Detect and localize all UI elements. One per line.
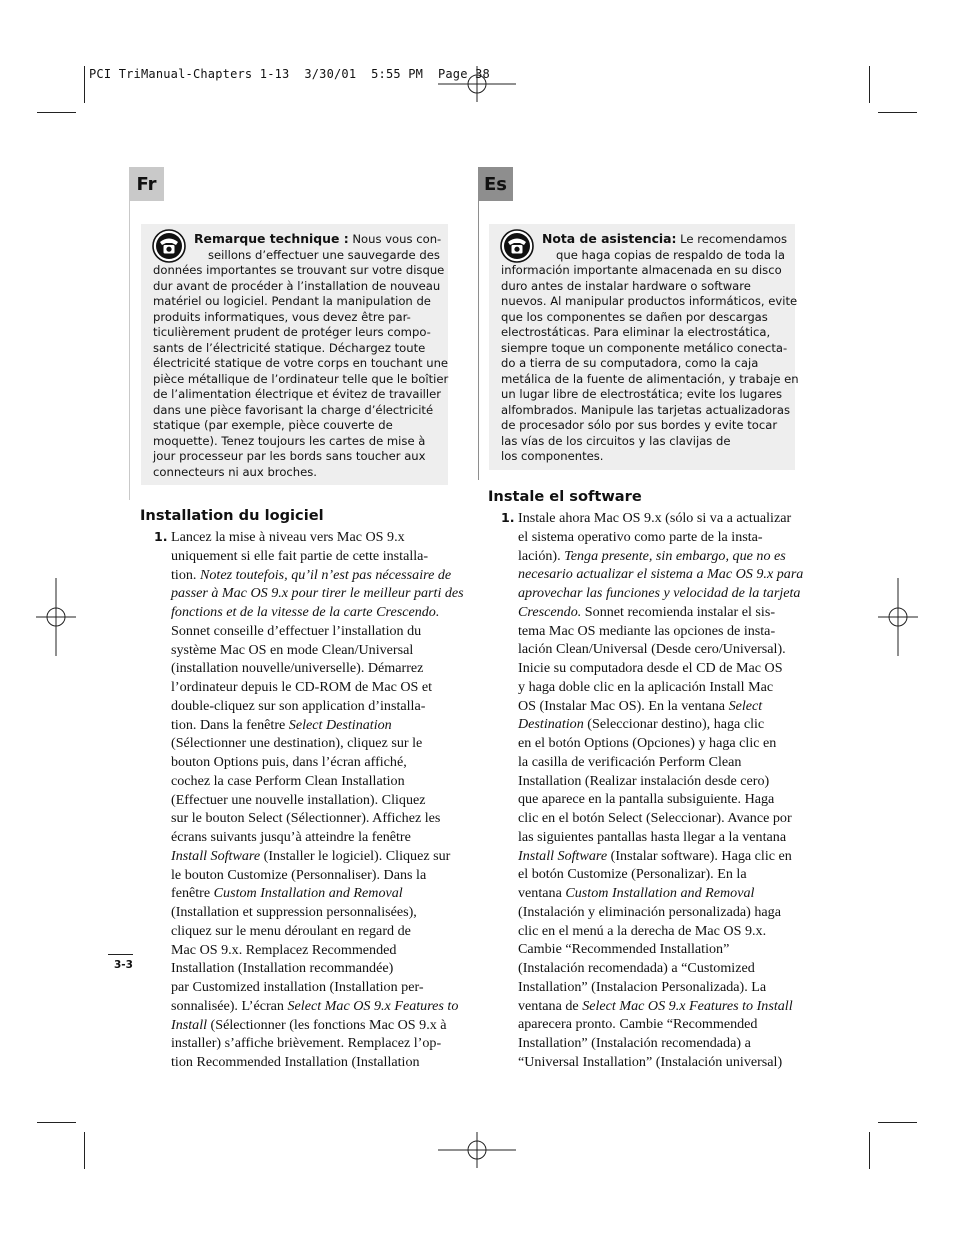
note-line: los componentes. bbox=[501, 449, 604, 463]
body-line: l’ordinateur depuis le CD-ROM de Mac OS et bbox=[171, 679, 433, 695]
note-line: ticulièrement prudent de protéger leurs compo- bbox=[153, 325, 431, 339]
note-line: electrostáticas. Para eliminar la electrostática, bbox=[501, 325, 771, 339]
body-line: “Universal Installation” (Instalación universal) bbox=[518, 1053, 783, 1070]
body-line: double-cliquez sur son application d’installa- bbox=[171, 697, 426, 714]
body-line: las siguientes pantallas hasta llegar a la ventana bbox=[518, 828, 787, 845]
note-line: Le recomendamos bbox=[680, 232, 788, 246]
body-line: par Customized installation (Installation per- bbox=[171, 979, 424, 995]
note-line: connecteurs ni aux broches. bbox=[153, 464, 317, 479]
body-line: Cambie “Recommended Installation” bbox=[518, 941, 730, 958]
body-line: écrans suivants jusqu’à atteindre la fenêtre bbox=[171, 829, 411, 845]
note-line: metálica de la fuente de alimentación, y trabaje en bbox=[501, 371, 799, 386]
body-line: aparecera pronto. Cambie “Recommended bbox=[518, 1016, 758, 1033]
body-line: tema Mac OS mediante las opciones de insta- bbox=[518, 622, 776, 639]
note-line: seillons d’effectuer une sauvegarde des bbox=[208, 247, 440, 262]
body-line: clic en el botón Select (Seleccionar). Avance por bbox=[518, 810, 792, 826]
note-line: pièce métallique de l’ordinateur telle que le boîtier bbox=[153, 371, 449, 386]
french-column-rule bbox=[129, 200, 130, 500]
note-line: que haga copias de respaldo de toda la bbox=[556, 247, 785, 262]
registration-mark-right bbox=[878, 578, 918, 656]
note-line: de procesador sólo por sus bordes y evite tocar bbox=[501, 418, 778, 432]
note-line: statique (par exemple, pièce couverte de bbox=[153, 418, 393, 432]
body-line: bouton Options puis, dans l’écran affiché, bbox=[171, 754, 407, 770]
french-step-1 bbox=[154, 528, 464, 1072]
body-line: (Installation et suppression personnalisées), bbox=[171, 904, 417, 920]
body-line: fenêtre Custom Installation and Removal bbox=[171, 885, 403, 902]
note-line: électricité statique de votre corps en touchant une bbox=[153, 356, 449, 370]
french-section-heading: Installation du logiciel bbox=[140, 507, 324, 524]
body-line: la casilla de verificación Perform Clean bbox=[518, 753, 742, 770]
body-line: Installation (Installation recommandée) bbox=[171, 960, 394, 977]
body-line: passer à Mac OS 9.x pour tirer le meilleur parti des bbox=[171, 585, 464, 602]
body-line: el botón Customize (Personalizar). En la bbox=[518, 866, 747, 883]
body-line: cochez la case Perform Clean Installation bbox=[171, 772, 405, 789]
body-line: sur le bouton Select (Sélectionner). Affichez les bbox=[171, 810, 441, 827]
note-line: información importante almacenada en su disco bbox=[501, 263, 782, 277]
note-line: de l’alimentation électrique et évitez de travailler bbox=[153, 387, 442, 401]
note-line: que los componentes se dañen por descargas bbox=[501, 309, 768, 324]
french-language-tab: Fr bbox=[129, 167, 164, 201]
body-line: Sonnet conseille d’effectuer l’installation du bbox=[171, 622, 422, 639]
body-line: lación). Tenga presente, sin embargo, que no es bbox=[518, 547, 786, 564]
body-line: (Sélectionner une destination), cliquez sur le bbox=[171, 735, 423, 752]
page-number: 3-3 bbox=[114, 959, 133, 971]
body-line: (Instalación y eliminación personalizada) haga bbox=[518, 903, 781, 920]
note-line: Nous vous con- bbox=[352, 232, 442, 246]
spanish-support-note bbox=[489, 224, 799, 470]
step-number: 1. bbox=[501, 510, 515, 525]
body-line: necesario actualizar el sistema a Mac OS 9.x para bbox=[518, 566, 804, 583]
note-line: duro antes de instalar hardware o software bbox=[501, 278, 751, 293]
body-line: aprovechar las funciones y velocidad de la tarjeta bbox=[518, 585, 801, 601]
note-line: dans une pièce favorisant la charge d’électricité bbox=[153, 402, 434, 417]
spanish-note-title: Nota de asistencia: bbox=[542, 231, 677, 246]
body-line: Install Software (Instalar software). Haga clic en bbox=[518, 847, 792, 864]
page-number-rule bbox=[108, 954, 133, 955]
body-line: le bouton Customize (Personnaliser). Dans la bbox=[171, 866, 427, 883]
body-line: clic en el menú a la derecha de Mac OS 9.x. bbox=[518, 922, 767, 939]
note-line: do a tierra de su computadora, como la caja bbox=[501, 356, 759, 370]
note-line: sants de l’électricité statique. Déchargez toute bbox=[153, 340, 426, 355]
body-line: (Instalación recomendada) a “Customized bbox=[518, 960, 755, 976]
step-number: 1. bbox=[154, 529, 168, 544]
spanish-step-text bbox=[518, 509, 804, 1072]
note-line: un lugar libre de electrostática; evite los lugares bbox=[501, 387, 783, 401]
note-line: siempre toque un componente metálico conecta- bbox=[501, 340, 788, 355]
body-line: en el botón Options (Opciones) y haga clic en bbox=[518, 735, 777, 751]
body-line: Lancez la mise à niveau vers Mac OS 9.x bbox=[171, 529, 405, 545]
body-line: (Effectuer une nouvelle installation). Cliquez bbox=[171, 791, 426, 808]
note-line: données importantes se trouvant sur votre disque bbox=[153, 263, 445, 277]
body-line: lación Clean/Universal (Desde cero/Universal). bbox=[518, 641, 786, 658]
body-line: installer) s’affiche brièvement. Remplacez l’op- bbox=[171, 1035, 442, 1052]
body-line: Inicie su computadora desde el CD de Mac OS bbox=[518, 660, 783, 676]
french-note-title: Remarque technique : bbox=[194, 231, 349, 246]
body-line: système Mac OS en mode Clean/Universal bbox=[171, 641, 414, 658]
body-line: tion. Dans la fenêtre Select Destination bbox=[171, 716, 392, 733]
registration-mark-bottom bbox=[438, 1130, 516, 1170]
body-line: ventana Custom Installation and Removal bbox=[518, 885, 755, 901]
body-line: sonnalisée). L’écran Select Mac OS 9.x Features to bbox=[171, 997, 459, 1014]
note-line: produits informatiques, vous devez être par- bbox=[153, 309, 411, 324]
note-line: matériel ou logiciel. Pendant la manipulation de bbox=[153, 294, 431, 308]
note-line: jour processeur par les bords sans toucher aux bbox=[153, 449, 426, 463]
spanish-section-heading: Instale el software bbox=[488, 488, 642, 505]
note-line: moquette). Tenez toujours les cartes de mise à bbox=[153, 433, 426, 448]
header-slug: PCI TriManual-Chapters 1-13 3/30/01 5:55 PM Page 38 bbox=[89, 67, 490, 81]
body-line: Install Software (Installer le logiciel). Cliquez sur bbox=[171, 847, 451, 864]
body-line: Install (Sélectionner (les fonctions Mac OS 9.x à bbox=[171, 1016, 447, 1033]
body-line: tion. Notez toutefois, qu’il n’est pas nécessaire de bbox=[171, 566, 452, 583]
registration-mark-left bbox=[36, 578, 76, 656]
french-step-text bbox=[171, 528, 464, 1072]
body-line: el sistema operativo como parte de la insta- bbox=[518, 528, 763, 545]
body-line: fonctions et de la vitesse de la carte Crescendo. bbox=[171, 604, 440, 620]
spanish-language-tab: Es bbox=[478, 167, 513, 201]
french-support-note bbox=[141, 224, 448, 485]
body-line: tion Recommended Installation (Installation bbox=[171, 1054, 420, 1070]
note-line: las vías de los circuitos y las clavijas de bbox=[501, 433, 731, 448]
body-line: Instale ahora Mac OS 9.x (sólo si va a actualizar bbox=[518, 510, 792, 526]
note-line: nuevos. Al manipular productos informáticos, evite bbox=[501, 294, 798, 308]
body-line: Destination (Seleccionar destino), haga clic bbox=[518, 716, 765, 733]
body-line: cliquez sur le menu déroulant en regard de bbox=[171, 922, 411, 939]
body-line: y haga doble clic en la aplicación Install Mac bbox=[518, 678, 774, 695]
body-line: (installation nouvelle/universelle). Démarrez bbox=[171, 660, 424, 677]
body-line: OS (Instalar Mac OS). En la ventana Select bbox=[518, 697, 763, 714]
body-line: uniquement si elle fait partie de cette installa- bbox=[171, 547, 429, 564]
body-line: Crescendo. Sonnet recomienda instalar el sis- bbox=[518, 603, 776, 620]
spanish-step-1 bbox=[501, 509, 804, 1072]
body-line: Installation (Realizar instalación desde cero) bbox=[518, 772, 770, 789]
body-line: Installation” (Instalación recomendada) a bbox=[518, 1035, 751, 1051]
spanish-column-rule bbox=[478, 200, 479, 480]
body-line: Installation” (Instalacion Personalizada). La bbox=[518, 978, 767, 995]
note-line: alfombrados. Manipule las tarjetas actualizadoras bbox=[501, 402, 790, 417]
body-line: ventana de Select Mac OS 9.x Features to Install bbox=[518, 997, 793, 1014]
body-line: Mac OS 9.x. Remplacez Recommended bbox=[171, 941, 397, 958]
note-line: dur avant de procéder à l’installation de nouveau bbox=[153, 278, 441, 293]
body-line: que aparece en la pantalla subsiguiente. Haga bbox=[518, 791, 775, 808]
